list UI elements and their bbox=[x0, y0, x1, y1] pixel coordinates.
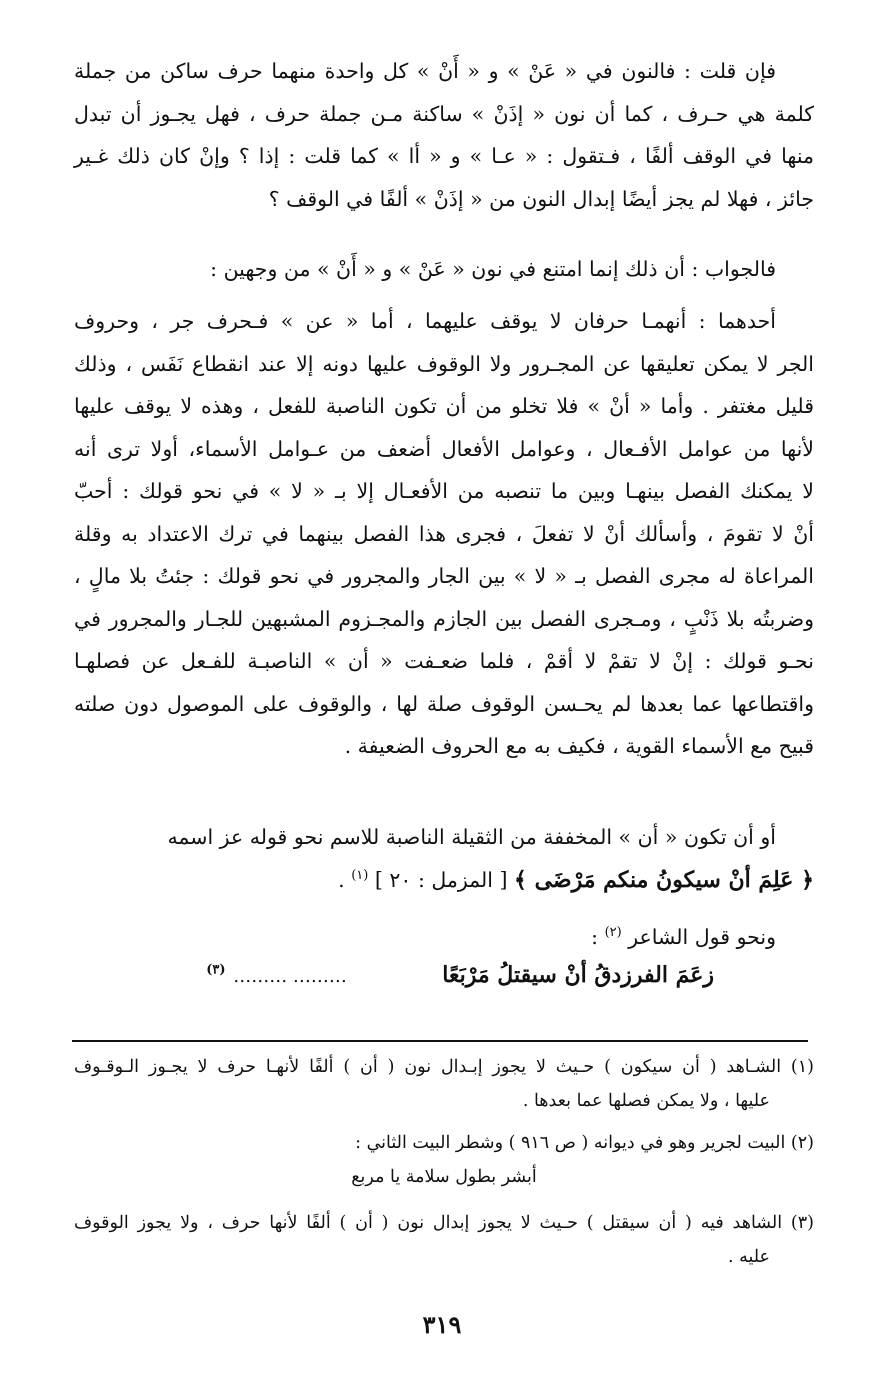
text-line: فالجواب : أن ذلك إنما امتنع في نون « عَنْ » و « أَنْ » من وجهين : bbox=[210, 257, 776, 281]
footnote-line: (٢) البيت لجرير وهو في ديوانه ( ص ٩١٦ ) وشطر البيت الثاني : bbox=[355, 1133, 814, 1153]
text-span: : bbox=[591, 925, 599, 949]
footnote-1 bbox=[74, 1050, 814, 1118]
footnote-2 bbox=[74, 1126, 814, 1194]
text-line: نحـو قولك : إنْ لا تقمْ لا أقمْ ، فلما ضعـفت « أن » الناصبـة للفـعل عن فصلهـا bbox=[74, 649, 814, 673]
text-line: واقتطاعها عما بعدها لم يحـسن الوقوف صلة لها ، والوقوف على الموصول دون صلته bbox=[74, 691, 814, 716]
text-line: فإن قلت : فالنون في « عَنْ » و « أَنْ » كل واحدة منهما حرف ساكن من جملة bbox=[74, 59, 776, 83]
footnote-marker-2: (٢) bbox=[604, 925, 622, 941]
quran-verse: ﴿ عَلِمَ أنْ سيكونُ منكم مَرْضَى ﴾ bbox=[514, 866, 814, 893]
footnote-line: (٣) الشاهد فيه ( أن سيقتل ) حـيث لا يجوز إبدال نون ( أن ) ألفًا لأنها حرف ، ولا يجوز الوقوف bbox=[74, 1213, 814, 1233]
text-line: قليل مغتفر . وأما « أنْ » فلا تخلو من أن تكون الناصبة للفعل ، وهذه لا يوقف عليها bbox=[74, 394, 814, 418]
paragraph-answer bbox=[74, 248, 814, 291]
text-line: جائز ، فهلا لم يجز أيضًا إبدال النون من « إذَنْ » ألفًا في الوقف ؟ bbox=[268, 186, 814, 211]
text-line: منها في الوقف ألفًا ، فـتقول : « عـا » و « أا » كما قلت : إذا ؟ وإنْ كان ذلك غـير bbox=[74, 144, 814, 168]
text-span: أو أن تكون « أن » المخففة من الثقيلة الناصبة للاسم نحو قوله عز اسمه bbox=[167, 825, 776, 849]
text-line: أنْ لا تقومَ ، وأسألك أنْ لا تفعلَ ، فجرى هذا الفصل بينهما في ترك الاعتداد به وقلة bbox=[74, 521, 814, 546]
footnote-line: (١) الشـاهد ( أن سيكون ) حـيث لا يجوز إبـدال نون ( أن ) ألفًا لأنهـا حرف لا يجـوز الـوقـوف bbox=[74, 1057, 814, 1077]
text-span: ونحو قول الشاعر bbox=[628, 925, 776, 949]
text-line: أحدهما : أنهمـا حرفان لا يوقف عليهما ، أما « عن » فـحرف جر ، وحروف bbox=[74, 309, 776, 333]
footnote-verse: أبشر بطول سلامة يا مربع bbox=[351, 1167, 537, 1187]
footnote-marker-1: (١) bbox=[351, 867, 369, 883]
footnote-marker-3: (٣) bbox=[206, 962, 226, 978]
paragraph-question bbox=[74, 50, 814, 220]
text-line: لأنها من عوامل الأفـعال ، وعوامل الأفعال أضعف من عـوامل الأسماء، أولا ترى أنه bbox=[74, 436, 814, 461]
text-line: وضربتُه بلا ذَنْبٍ ، ومـجرى الفصل بين الجازم والمجـزوم المشبهين للجـار والمجرور في bbox=[74, 606, 814, 631]
text-line: المراعاة له مجرى الفصل بـ « لا » بين الجار والمجرور في نحو قولك : جئتُ بلا مالٍ ، bbox=[74, 564, 814, 588]
poetry-verse bbox=[154, 962, 714, 988]
text-line bbox=[74, 916, 814, 959]
paragraph-first-reason bbox=[74, 300, 814, 768]
text-line: لا يمكنك الفصل بينهـا وبين ما تنصبه من الأفعـال إلا بـ « لا » في نحو قولك : أحبّ bbox=[74, 479, 814, 503]
footnote-3 bbox=[74, 1206, 814, 1274]
footnote-line: عليه . bbox=[727, 1247, 770, 1267]
verse-text: زعَمَ الفرزدقُ أنْ سيقتلُ مَرْبَعًا bbox=[442, 962, 714, 988]
text-line: ﴿ عَلِمَ أنْ سيكونُ منكم مَرْضَى ﴾ [ المزمل : ٢٠ ] $^{(١)}$ . bbox=[338, 866, 814, 893]
text-line bbox=[74, 816, 814, 859]
footnote-separator bbox=[72, 1040, 808, 1042]
text-line: الجر لا يمكن تعليقها عن المجـرور ولا الوقوف عليها دونه إلا عند انقطاع نَفَس ، وذلك bbox=[74, 351, 814, 376]
text-line: قبيح مع الأسماء القوية ، فكيف به مع الحروف الضعيفة . bbox=[344, 734, 814, 758]
text-line: كلمة هي حـرف ، كما أن نون « إذَنْ » ساكنة مـن جملة حرف ، فهل يجـوز أن تبدل bbox=[74, 101, 814, 126]
page-number: ٣١٩ bbox=[422, 1310, 462, 1339]
quran-reference: [ المزمل : ٢٠ ] bbox=[374, 867, 508, 892]
paragraph-second-reason bbox=[74, 816, 814, 901]
verse-dots: ……… ……… bbox=[233, 966, 347, 987]
paragraph-poet-intro bbox=[74, 916, 814, 959]
footnote-line: عليها ، ولا يمكن فصلها عما بعدها . bbox=[522, 1091, 770, 1111]
